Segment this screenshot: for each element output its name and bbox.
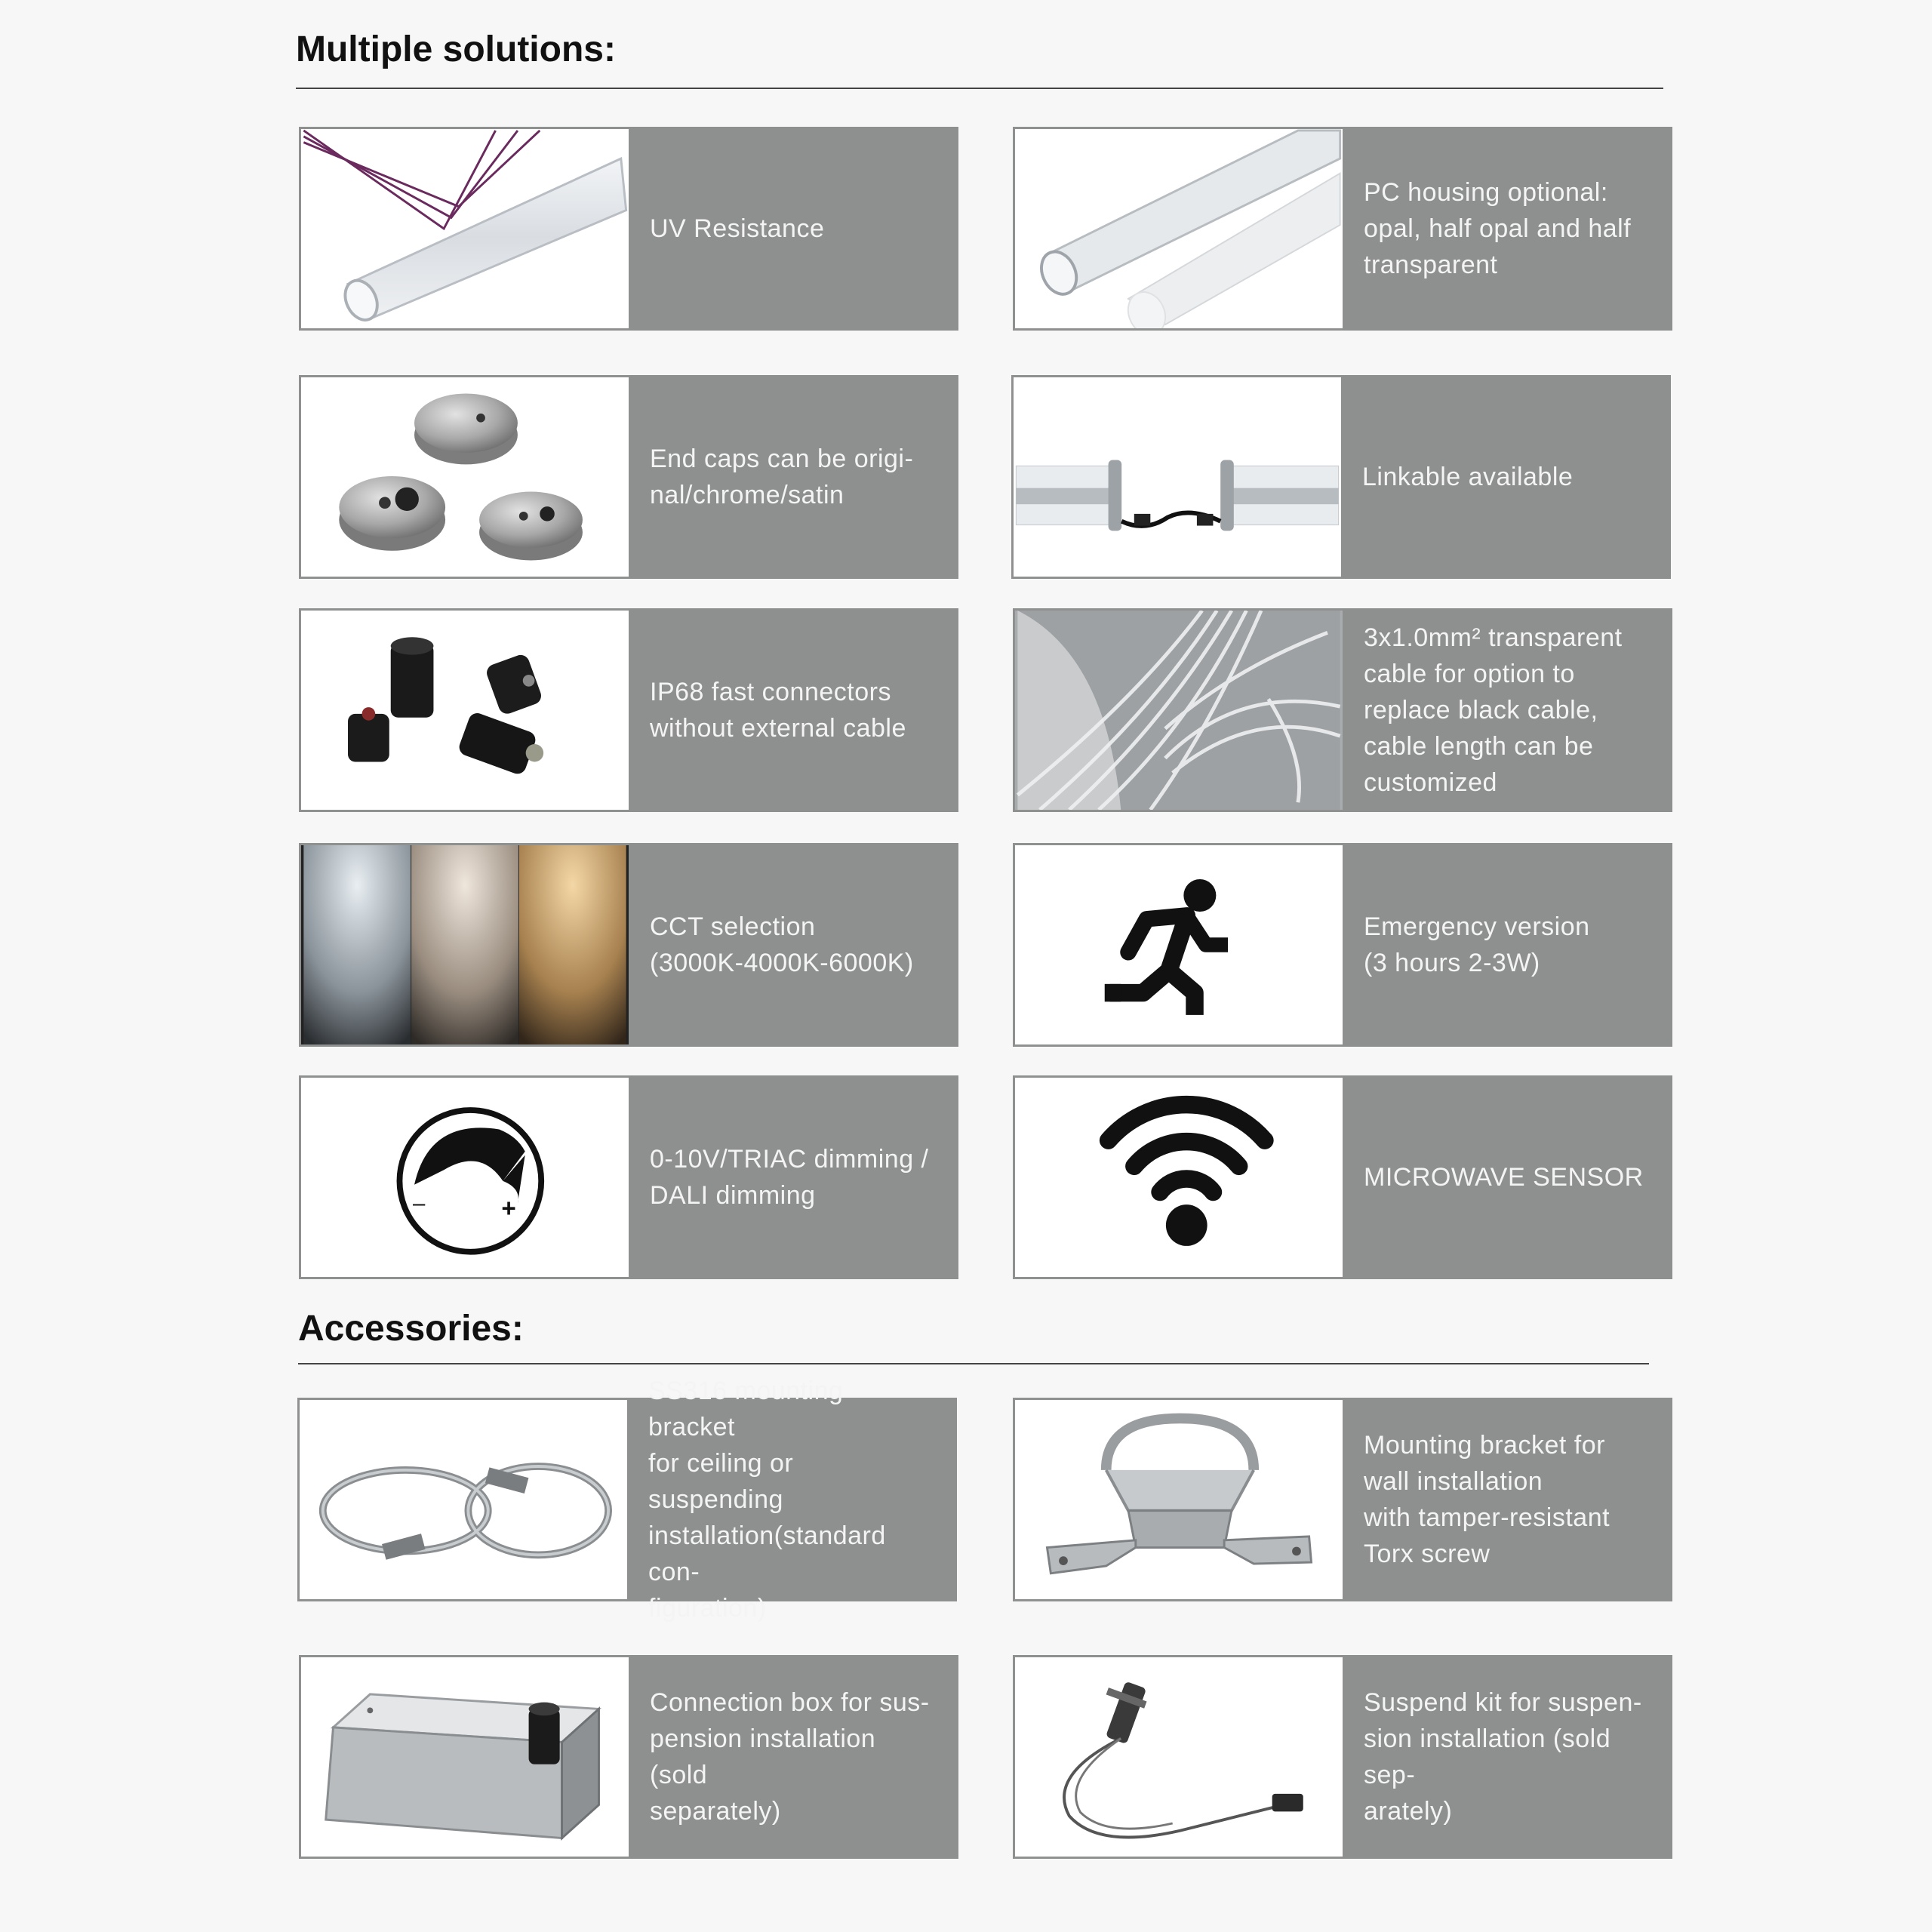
dimmer-dial-icon [301, 1078, 629, 1277]
solution-label: MICROWAVE SENSOR [1343, 1075, 1672, 1279]
solution-card-uv-resistance [299, 127, 958, 331]
wireless-sensor-icon [1015, 1078, 1343, 1277]
cct-color-panels-icon [301, 845, 629, 1044]
accessory-label: Suspend kit for suspen- sion installation (sold sep- arately) [1343, 1655, 1672, 1859]
emergency-image [1013, 843, 1343, 1047]
solution-card-transparent-cable [1013, 608, 1672, 812]
solution-card-end-caps [299, 375, 958, 579]
svg-text:+: + [501, 1194, 516, 1223]
solution-label: CCT selection (3000K-4000K-6000K) [629, 843, 958, 1047]
dimming-image [299, 1075, 629, 1279]
solution-card-ip68-connectors [299, 608, 958, 812]
accessory-card-ss316-bracket [297, 1377, 957, 1623]
solution-card-microwave-sensor [1013, 1075, 1672, 1279]
connection-box-image [299, 1655, 629, 1859]
accessories-heading: Accessories: [298, 1309, 524, 1349]
steel-connection-box-icon [301, 1657, 629, 1857]
accessory-label: Connection box for sus- pension installation (sold separately) [629, 1655, 958, 1859]
accessory-label: Mounting bracket for wall installation with tamper-resistant Torx screw [1343, 1398, 1672, 1601]
solution-label: End caps can be origi- nal/chrome/satin [629, 375, 958, 579]
solution-card-pc-housing [1013, 127, 1672, 331]
linkable-image [1011, 375, 1341, 579]
solution-card-cct [299, 843, 958, 1047]
steel-band-clamps-icon [300, 1400, 627, 1599]
sensor-image [1013, 1075, 1343, 1279]
solution-label: PC housing optional: opal, half opal and half transparent [1343, 127, 1672, 331]
cable-image [1013, 608, 1343, 812]
solution-label: 0-10V/TRIAC dimming / DALI dimming [629, 1075, 958, 1279]
solution-card-linkable [1011, 375, 1671, 579]
solutions-heading: Multiple solutions: [296, 29, 616, 69]
solution-label: Emergency version (3 hours 2-3W) [1343, 843, 1672, 1047]
end-caps-image [299, 375, 629, 579]
metal-end-caps-icon [301, 377, 629, 577]
clear-tube-uv-icon [301, 129, 629, 328]
transparent-cable-coil-icon [1015, 611, 1343, 810]
accessory-label: SS316 mounting bracket for ceiling or suspending installation(standard con- figuration) [627, 1398, 957, 1601]
accessory-card-suspend-kit [1013, 1655, 1672, 1859]
accessories-divider [298, 1363, 1649, 1364]
linked-tubes-connector-icon [1014, 377, 1341, 577]
solution-label: IP68 fast connectors without external cable [629, 608, 958, 812]
connectors-image [299, 608, 629, 812]
solution-card-emergency [1013, 843, 1672, 1047]
clear-tube-uv-image [299, 127, 629, 331]
accessory-card-connection-box [299, 1655, 958, 1859]
solution-label: Linkable available [1341, 375, 1671, 579]
solution-label: UV Resistance [629, 127, 958, 331]
wall-bracket-image [1013, 1398, 1343, 1601]
solution-label: 3x1.0mm² transparent cable for option to replace black cable, cable length can be customized [1343, 608, 1672, 812]
clear-and-opal-tubes-icon [1015, 129, 1343, 328]
wire-suspension-kit-icon [1015, 1657, 1343, 1857]
tubes-image [1013, 127, 1343, 331]
suspend-kit-image [1013, 1655, 1343, 1859]
clamps-image [297, 1398, 627, 1601]
running-man-icon [1015, 845, 1343, 1044]
solutions-divider [296, 88, 1663, 89]
cct-image [299, 843, 629, 1047]
black-connectors-icon [301, 611, 629, 810]
accessory-card-wall-bracket [1013, 1398, 1672, 1601]
svg-text:–: – [413, 1191, 426, 1216]
solution-card-dimming [299, 1075, 958, 1279]
wall-bracket-icon [1015, 1400, 1343, 1599]
